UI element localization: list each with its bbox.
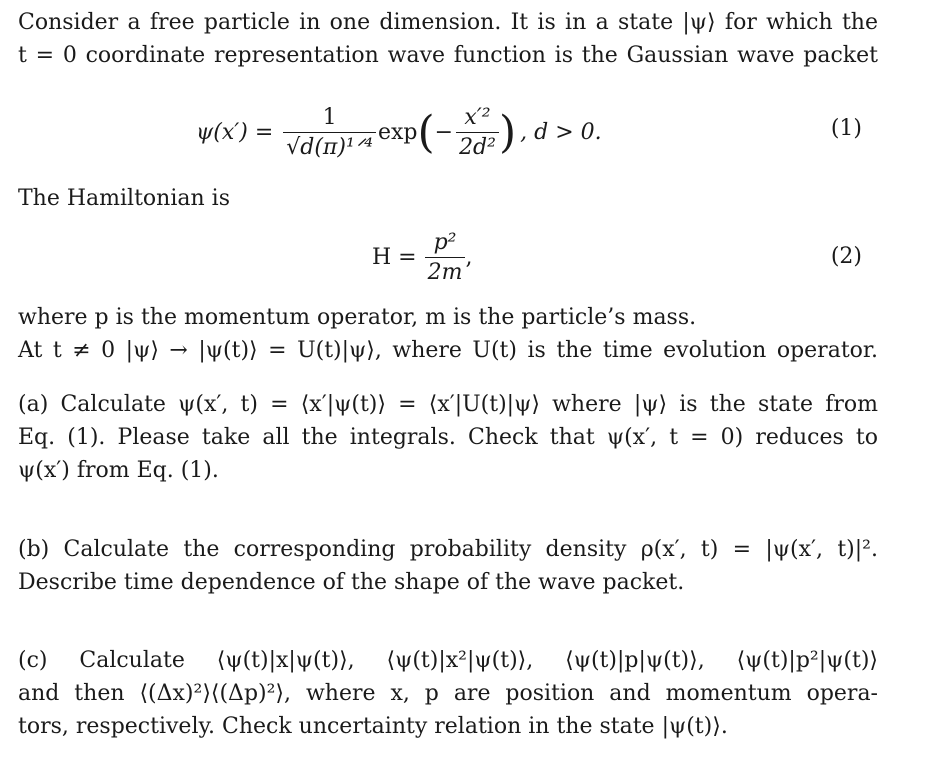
eq2-fraction [425, 230, 466, 285]
part-a-line-1: (a) Calculate ψ(x′, t) = ⟨x′|ψ(t)⟩ = ⟨x′|U(t)|ψ⟩ where |ψ⟩ is the state from [18, 392, 878, 417]
eq1-numerator: 1 [283, 105, 376, 133]
eq1-lhs: ψ(x′) = [196, 119, 274, 145]
eq2-tail: , [465, 244, 473, 270]
eq1-inner-sign: − [434, 119, 454, 145]
momentum-line: where p is the momentum operator, m is the particle’s mass. [18, 305, 697, 330]
eq1-open-paren: ( [417, 106, 435, 158]
eq1-inner-fraction [456, 105, 499, 160]
part-a-line-3: ψ(x′) from Eq. (1). [18, 458, 219, 483]
part-c-line-3: tors, respectively. Check uncertainty relation in the state |ψ(t)⟩. [18, 714, 728, 739]
eq1-number: (1) [830, 116, 862, 141]
eq1-inner-numerator: x′² [456, 105, 499, 133]
eq1-condition: , d > 0. [520, 119, 602, 145]
eq2-lhs: H = [372, 244, 417, 270]
part-c-line-1: (c) Calculate ⟨ψ(t)|x|ψ(t)⟩, ⟨ψ(t)|x²|ψ(t)⟩, ⟨ψ(t)|p|ψ(t)⟩, ⟨ψ(t)|p²|ψ(t)⟩ [18, 648, 878, 673]
part-a-line-2: Eq. (1). Please take all the integrals. Check that ψ(x′, t = 0) reduces to [18, 425, 878, 450]
part-c-line-2: and then ⟨(Δx)²⟩⟨(Δp)²⟩, where x, p are position and momentum opera- [18, 681, 878, 706]
time-evolution-line: At t ≠ 0 |ψ⟩ → |ψ(t)⟩ = U(t)|ψ⟩, where U(t) is the time evolution operator. [18, 338, 878, 363]
eq1-close-paren: ) [498, 106, 517, 158]
eq1-inner-denominator: 2d² [459, 134, 496, 160]
eq2-numerator: p² [425, 230, 466, 258]
eq1-fraction [283, 105, 376, 160]
part-b-line-2: Describe time dependence of the shape of the wave packet. [18, 570, 685, 595]
eq2-number: (2) [830, 244, 862, 269]
equation-1 [0, 92, 950, 172]
eq1-denominator: √d(π)¹ᐟ⁴ [286, 134, 373, 160]
intro-line-2: t = 0 coordinate representation wave function is the Gaussian wave packet [18, 43, 878, 68]
eq1-exp: exp [377, 119, 418, 145]
equation-2 [0, 222, 950, 292]
part-b-line-1: (b) Calculate the corresponding probability density ρ(x′, t) = |ψ(x′, t)|². [18, 537, 878, 562]
intro-line-1: Consider a free particle in one dimension. It is in a state |ψ⟩ for which the [18, 10, 878, 35]
hamiltonian-label: The Hamiltonian is [18, 186, 230, 211]
eq2-denominator: 2m [427, 259, 463, 285]
